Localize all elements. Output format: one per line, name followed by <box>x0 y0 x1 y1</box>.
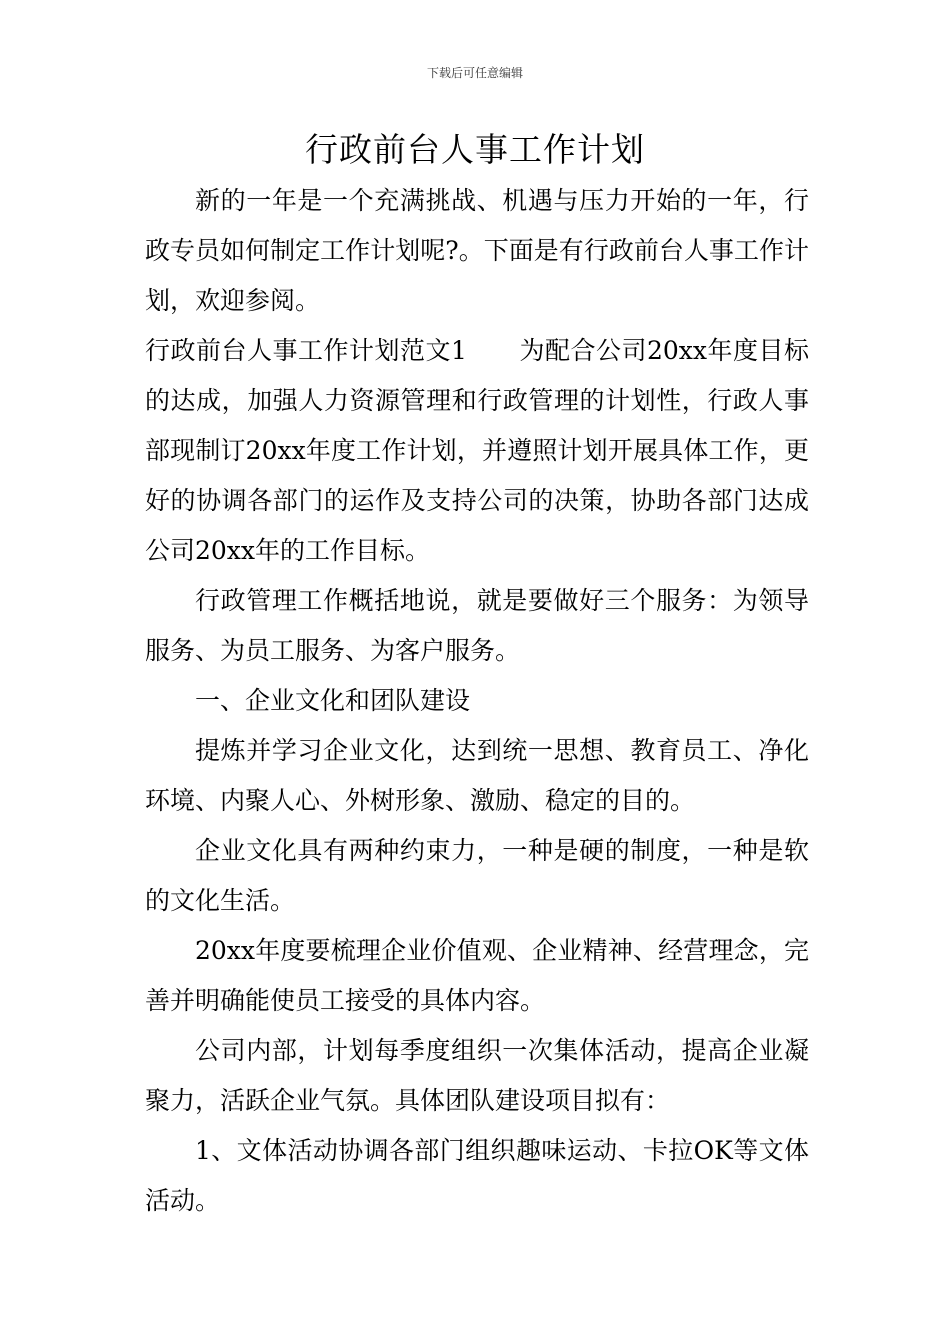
header-note: 下载后可任意编辑 <box>426 66 523 80</box>
list-item-sports: 1、文体活动协调各部门组织趣味运动、卡拉OK等文体活动。 <box>145 1136 809 1215</box>
culture-paragraph: 提炼并学习企业文化，达到统一思想、教育员工、净化环境、内聚人心、外树形象、激励、稳定的目的。 <box>145 736 809 815</box>
sample-paragraph <box>145 326 809 576</box>
team-activity-paragraph: 公司内部，计划每季度组织一次集体活动，提高企业凝聚力，活跃企业气氛。具体团队建设项目拟有： <box>145 1036 809 1115</box>
document-title: 行政前台人事工作计划 <box>305 130 645 169</box>
values-paragraph: 20xx年度要梳理企业价值观、企业精神、经营理念，完善并明确能使员工接受的具体内容。 <box>145 936 809 1015</box>
constraint-paragraph: 企业文化具有两种约束力，一种是硬的制度，一种是软的文化生活。 <box>145 836 809 915</box>
section-heading-culture: 一、企业文化和团队建设 <box>195 686 471 715</box>
sample-body: 为配合公司20xx年度目标的达成，加强人力资源管理和行政管理的计划性，行政人事部现制订20xx年度工作计划，并遵照计划开展具体工作，更好的协调各部门的运作及支持公司的决策，协助各部门达成公司20xx年的工作目标。 <box>145 336 809 565</box>
sample-heading: 行政前台人事工作计划范文1 <box>145 336 467 365</box>
service-paragraph: 行政管理工作概括地说，就是要做好三个服务：为领导服务、为员工服务、为客户服务。 <box>145 586 809 665</box>
intro-paragraph: 新的一年是一个充满挑战、机遇与压力开始的一年，行政专员如何制定工作计划呢?。下面是有行政前台人事工作计划，欢迎参阅。 <box>145 186 809 315</box>
document-body <box>145 176 809 1226</box>
